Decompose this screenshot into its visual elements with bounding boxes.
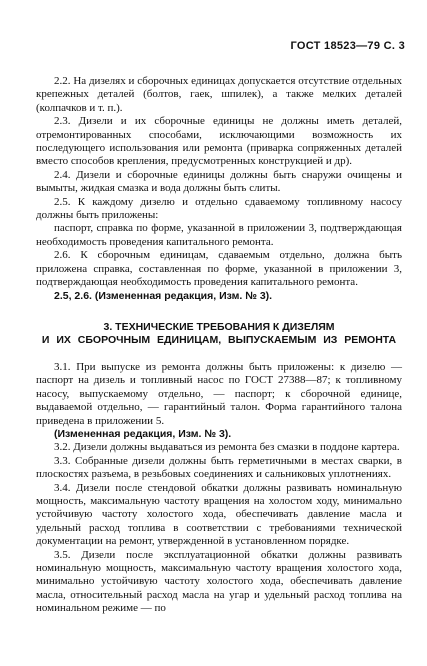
paragraph-2-5-list: паспорт, справка по форме, указанной в приложении 3, подтверждающая необходимость проведения капитального ремонта. [36,222,402,248]
edit-note-3-1 [36,428,402,441]
paragraph-2-5: 2.5. К каждому дизелю и отдельно сдаваемому топливному насосу должны быть приложены: [36,195,402,222]
document-body [36,75,402,616]
edit-note-2-5-2-6 [36,290,402,303]
paragraph-3-2: 3.2. Дизели должны выдаваться из ремонта без смазки в поддоне картера. [54,441,400,454]
paragraph-2-2: 2.2. На дизелях и сборочных единицах допускается отсутствие отдельных крепежных деталей (болтов, гаек, шпилек), а также мелких деталей (колпачков и т. п.). [36,75,402,114]
edit-note-text: 2.5, 2.6. (Измененная редакция, Изм. № 3). [54,289,273,302]
page-header: ГОСТ 18523—79 С. 3 [290,40,405,52]
paragraph-3-5: 3.5. Дизели после эксплуатационной обкатки должны развивать номинальную мощность, максимальную частоту вращения холостого хода, минимально устойчивую частоту холостого хода, обеспечивать давление масла, относительный расход масла на угар и удельный расход топлива на номинальном режиме — по [36,548,402,615]
section-3-title: 3. ТЕХНИЧЕСКИЕ ТРЕБОВАНИЯ К ДИЗЕЛЯМ [103,320,335,333]
paragraph-2-4: 2.4. Дизели и сборочные единицы должны быть снаружи очищены и вымыты, жидкая смазка и вода должны быть слиты. [36,168,402,195]
paragraph-3-1: 3.1. При выпуске из ремонта должны быть приложены: к дизелю — паспорт на дизель и топливный насос по ГОСТ 27388—87; к топливному насосу, выпускаемому отдельно, — паспорт; к сборочной единице, выдаваемой отдельно, — гарантийный талон. Форма гарантийного талона приведена в приложении 5. [36,360,402,427]
paragraph-2-6: 2.6. К сборочным единицам, сдаваемым отдельно, должна быть приложена справка, составленная по форме, указанной в приложении 3, подтверждающая необходимость проведения капитального ремонта. [36,249,402,289]
edit-note-text: (Измененная редакция, Изм. № 3). [54,427,232,440]
paragraph-3-4: 3.4. Дизели после стендовой обкатки должны развивать номинальную мощность, максимальную частоту вращения на холостом ходу, минимально устойчивую частоту холостого хода, обеспечивать давление масла и удельный расход топлива в соответствии с требованиями технической документации на ремонт, утвержденной в установленном порядке. [36,481,402,548]
paragraph-2-3: 2.3. Дизели и их сборочные единицы не должны иметь деталей, отремонтированных способами, исключающими возможность их последующего использования или ремонта (приварка сопряженных деталей вместо способов крепления, предусмотренных конструкцией и др). [36,115,402,168]
paragraph-3-3: 3.3. Собранные дизели должны быть герметичными в местах сварки, в плоскостях разъема, в резьбовых соединениях и сальниковых уплотнениях. [36,454,402,481]
section-3-subtitle: И ИХ СБОРОЧНЫМ ЕДИНИЦАМ, ВЫПУСКАЕМЫМ ИЗ РЕМОНТА [41,333,397,346]
